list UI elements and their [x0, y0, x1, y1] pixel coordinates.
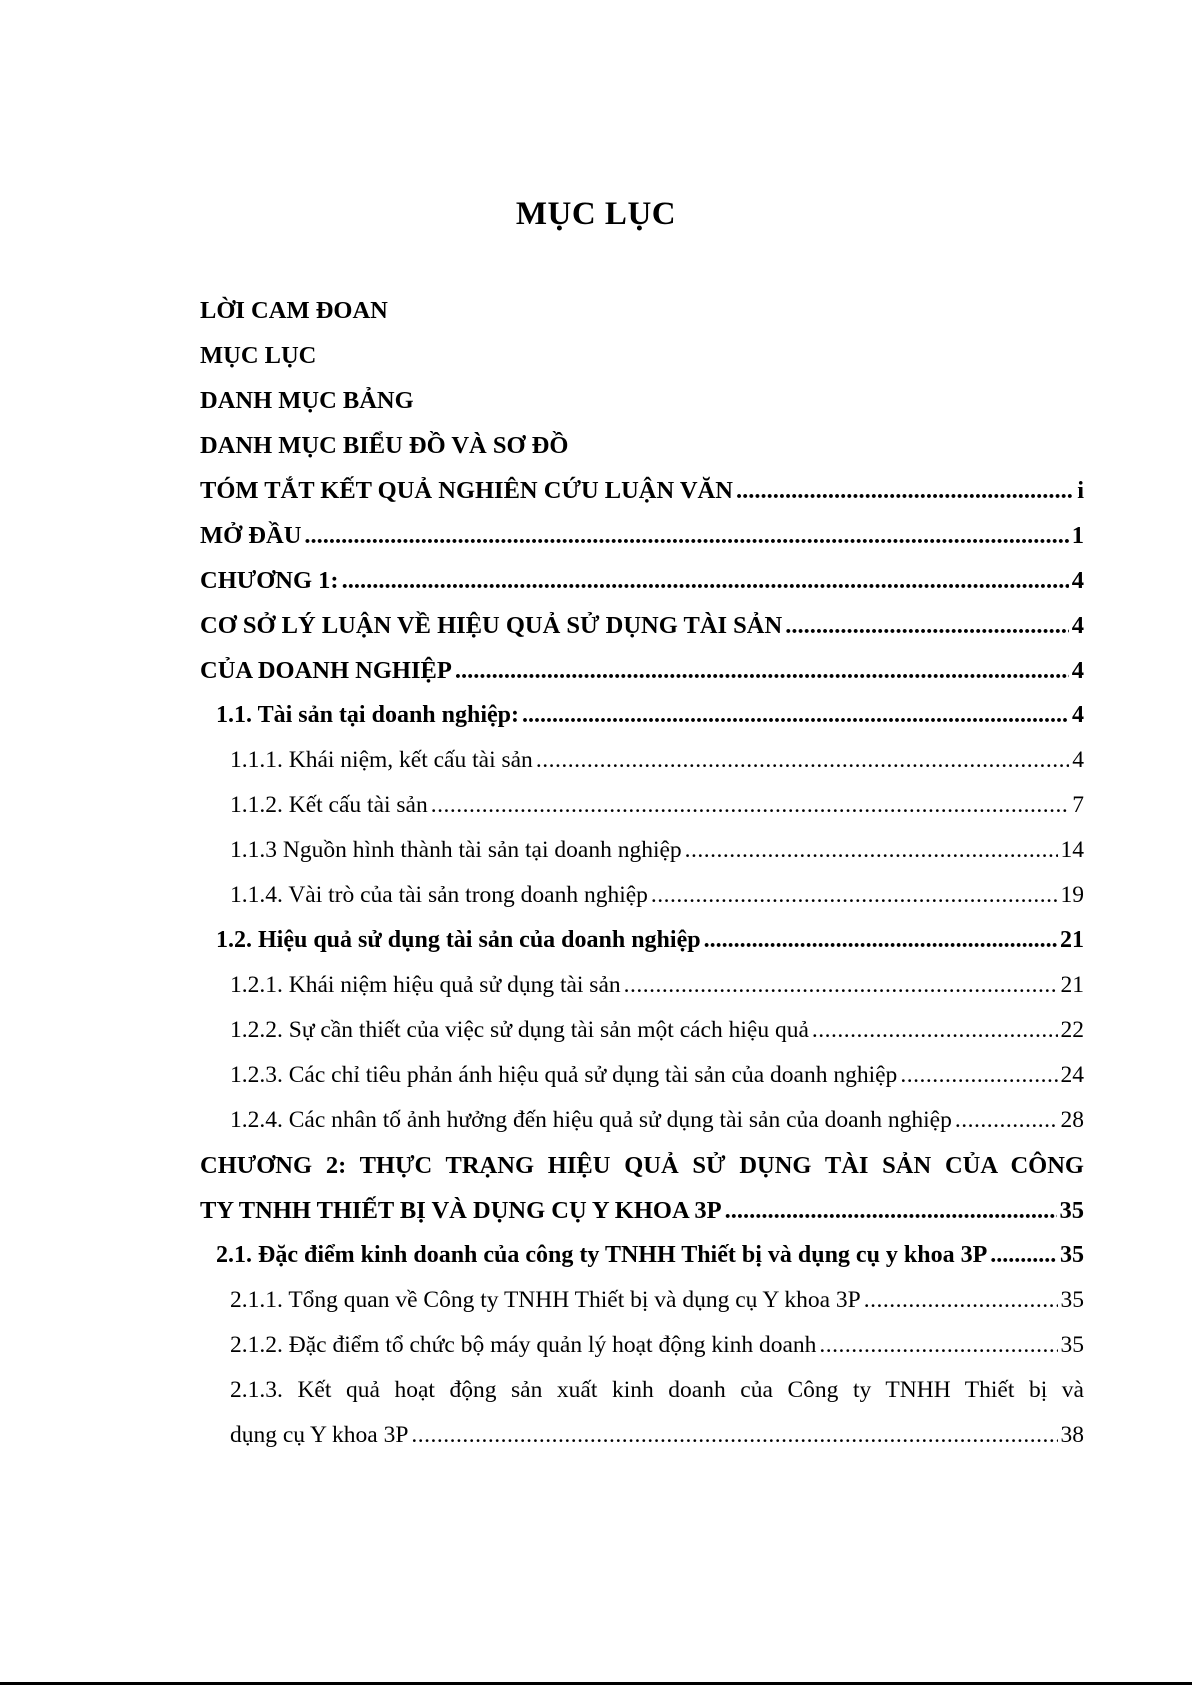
leader-dots	[990, 1233, 1057, 1278]
toc-item-1-1-1[interactable]	[200, 738, 1084, 783]
toc-item-1-2-1[interactable]	[200, 963, 1084, 1008]
toc-page-number: 35	[1059, 1197, 1084, 1224]
toc-page-number: 1	[1071, 522, 1084, 549]
leader-dots	[819, 1323, 1057, 1368]
toc-page-number: 21	[1060, 927, 1084, 953]
toc-page-number: 22	[1060, 1017, 1084, 1043]
toc-entry-loi-cam-doan[interactable]	[200, 288, 1084, 333]
toc-entry-text: LỜI CAM ĐOAN	[200, 297, 388, 324]
toc-entry-text: 1.2.4. Các nhân tố ảnh hưởng đến hiệu quả sử dụng tài sản của doanh nghiệp	[230, 1107, 952, 1133]
toc-entry-text: MỤC LỤC	[200, 342, 317, 369]
toc-entry-danh-muc-bieu-do[interactable]	[200, 423, 1084, 468]
toc-page-number: i	[1077, 477, 1084, 504]
toc-entry-tom-tat[interactable]	[200, 468, 1084, 513]
leader-dots	[900, 1053, 1057, 1098]
leader-dots	[304, 513, 1068, 558]
leader-dots	[624, 963, 1058, 1008]
toc-page-number: 24	[1060, 1062, 1084, 1088]
toc-entry-danh-muc-bang[interactable]	[200, 378, 1084, 423]
leader-dots	[725, 1188, 1057, 1233]
toc-page-number: 4	[1072, 747, 1084, 773]
toc-section-1-1[interactable]	[200, 693, 1084, 738]
toc-item-1-2-2[interactable]	[200, 1008, 1084, 1053]
toc-page-number: 7	[1072, 792, 1084, 818]
toc-item-1-2-4[interactable]	[200, 1098, 1084, 1143]
leader-dots	[736, 468, 1074, 513]
toc-page-number: 21	[1060, 972, 1084, 998]
toc-entry-text: 1.1. Tài sản tại doanh nghiệp:	[216, 702, 519, 728]
toc-entry-text: 2.1. Đặc điểm kinh doanh của công ty TNHH Thiết bị và dụng cụ y khoa 3P	[216, 1242, 988, 1268]
toc-entry-text: dụng cụ Y khoa 3P	[230, 1422, 409, 1448]
leader-dots	[955, 1098, 1058, 1143]
toc-entry-co-so-ly-luan[interactable]	[200, 603, 1084, 648]
leader-dots	[651, 873, 1058, 918]
leader-dots	[411, 1413, 1057, 1458]
toc-entry-text: DANH MỤC BẢNG	[200, 387, 414, 414]
toc-entry-text: TY TNHH THIẾT BỊ VÀ DỤNG CỤ Y KHOA 3P	[200, 1197, 722, 1224]
toc-entry-text: 1.2.1. Khái niệm hiệu quả sử dụng tài sản	[230, 972, 621, 998]
toc-chapter-2-line2[interactable]	[200, 1188, 1084, 1233]
toc-entry-text: 2.1.2. Đặc điểm tổ chức bộ máy quản lý hoạt động kinh doanh	[230, 1332, 817, 1358]
toc-entry-cua-doanh-nghiep[interactable]	[200, 648, 1084, 693]
toc-item-1-1-4[interactable]	[200, 873, 1084, 918]
toc-entry-text: 1.1.4. Vài trò của tài sản trong doanh nghiệp	[230, 882, 648, 908]
toc-entry-text: MỞ ĐẦU	[200, 522, 302, 549]
toc-entry-text: 1.2.2. Sự cần thiết của việc sử dụng tài sản một cách hiệu quả	[230, 1017, 809, 1043]
toc-item-1-1-3[interactable]	[200, 828, 1084, 873]
leader-dots	[864, 1278, 1058, 1323]
toc-page-number: 35	[1060, 1287, 1084, 1313]
toc-page-number: 38	[1060, 1422, 1084, 1448]
toc-item-2-1-1[interactable]	[200, 1278, 1084, 1323]
page-title: MỤC LỤC	[515, 196, 677, 232]
table-of-contents	[200, 288, 1084, 1458]
toc-page-number: 35	[1060, 1242, 1084, 1268]
leader-dots	[342, 558, 1069, 603]
toc-page-number: 19	[1060, 882, 1084, 908]
toc-entry-text: 1.2.3. Các chỉ tiêu phản ánh hiệu quả sử dụng tài sản của doanh nghiệp	[230, 1062, 898, 1088]
toc-item-2-1-2[interactable]	[200, 1323, 1084, 1368]
toc-entry-text: 1.2. Hiệu quả sử dụng tài sản của doanh nghiệp	[216, 927, 701, 953]
toc-entry-text: 2.1.1. Tổng quan về Công ty TNHH Thiết bị và dụng cụ Y khoa 3P	[230, 1287, 861, 1313]
leader-dots	[536, 738, 1069, 783]
toc-item-2-1-3-line1[interactable]: 2.1.3. Kết quả hoạt động sản xuất kinh doanh của Công ty TNHH Thiết bị và	[230, 1377, 1084, 1403]
toc-item-1-2-3[interactable]	[200, 1053, 1084, 1098]
toc-page-number: 14	[1060, 837, 1084, 863]
toc-page-number: 28	[1060, 1107, 1084, 1133]
toc-page-number: 4	[1071, 657, 1084, 684]
toc-entry-muc-luc[interactable]	[200, 333, 1084, 378]
toc-entry-text: TÓM TẮT KẾT QUẢ NGHIÊN CỨU LUẬN VĂN	[200, 477, 733, 504]
leader-dots	[431, 783, 1070, 828]
leader-dots	[785, 603, 1069, 648]
toc-section-2-1[interactable]	[200, 1233, 1084, 1278]
toc-page-number: 4	[1072, 702, 1084, 728]
toc-page-number: 4	[1071, 567, 1084, 594]
toc-entry-text: 1.1.1. Khái niệm, kết cấu tài sản	[230, 747, 533, 773]
toc-entry-chuong-1[interactable]	[200, 558, 1084, 603]
toc-item-2-1-3-line2[interactable]	[200, 1413, 1084, 1458]
toc-page-number: 4	[1071, 612, 1084, 639]
toc-entry-text: CỦA DOANH NGHIỆP	[200, 657, 452, 684]
leader-dots	[522, 693, 1069, 738]
leader-dots	[685, 828, 1058, 873]
toc-chapter-2-line1[interactable]: CHƯƠNG 2: THỰC TRẠNG HIỆU QUẢ SỬ DỤNG TÀI SẢN CỦA CÔNG	[200, 1152, 1084, 1179]
leader-dots	[704, 918, 1057, 963]
toc-entry-mo-dau[interactable]	[200, 513, 1084, 558]
toc-page-number: 35	[1060, 1332, 1084, 1358]
leader-dots	[455, 648, 1069, 693]
toc-entry-text: CƠ SỞ LÝ LUẬN VỀ HIỆU QUẢ SỬ DỤNG TÀI SẢN	[200, 612, 783, 639]
toc-entry-text: 1.1.3 Nguồn hình thành tài sản tại doanh nghiệp	[230, 837, 682, 863]
toc-entry-text: DANH MỤC BIỂU ĐỒ VÀ SƠ ĐỒ	[200, 432, 569, 459]
toc-item-1-1-2[interactable]	[200, 783, 1084, 828]
leader-dots	[812, 1008, 1058, 1053]
toc-section-1-2[interactable]	[200, 918, 1084, 963]
toc-entry-text: 1.1.2. Kết cấu tài sản	[230, 792, 428, 818]
toc-entry-text: CHƯƠNG 1:	[200, 567, 339, 594]
